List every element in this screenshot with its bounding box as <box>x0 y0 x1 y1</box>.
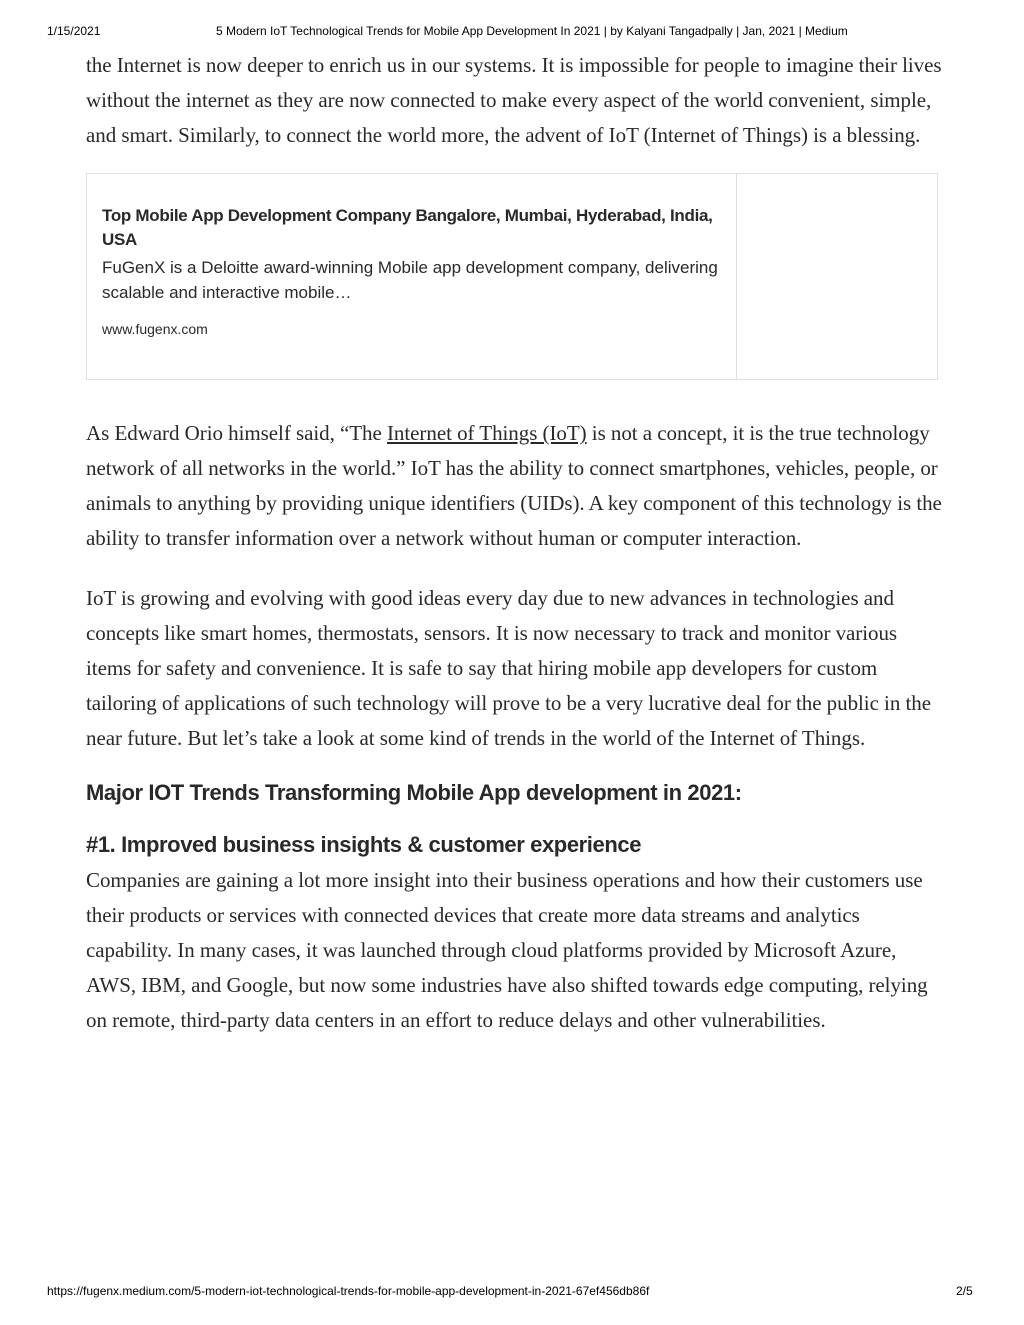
print-url: https://fugenx.medium.com/5-modern-iot-technological-trends-for-mobile-app-development-in-2021-67ef456db86f <box>47 1284 650 1298</box>
quote-text-before: As Edward Orio himself said, “The <box>86 421 387 445</box>
section-heading: Major IOT Trends Transforming Mobile App development in 2021: <box>86 780 742 805</box>
embed-title: Top Mobile App Development Company Bangalore, Mumbai, Hyderabad, India, USA <box>102 206 713 249</box>
iot-link[interactable]: Internet of Things (IoT) <box>386 421 587 445</box>
embed-text <box>87 174 736 379</box>
insights-paragraph: Companies are gaining a lot more insight into their business operations and how their customers use their products or services with connected devices that create more data streams and analytics capability. In many cases, it was launched through cloud platforms provided by Microsoft Azure, AWS, IBM, and Google, but now some industries have also shifted towards edge computing, relying on remote, third-party data centers in an effort to reduce delays and other vulnerabilities. <box>86 868 928 1032</box>
print-date: 1/15/2021 <box>47 24 101 38</box>
quote-paragraph <box>86 416 946 556</box>
intro-paragraph: the Internet is now deeper to enrich us in our systems. It is impossible for people to imagine their lives without the internet as they are now connected to make every aspect of the world convenient, simple, and smart. Similarly, to connect the world more, the advent of IoT (Internet of Things) is a blessing. <box>86 53 942 147</box>
trends-paragraph: IoT is growing and evolving with good ideas every day due to new advances in technologies and concepts like smart homes, thermostats, sensors. It is now necessary to track and monitor various items for safety and convenience. It is safe to say that hiring mobile app developers for custom tailoring of applications of such technology will prove to be a very lucrative deal for the public in the near future. But let’s take a look at some kind of trends in the world of the Internet of Things. <box>86 586 931 750</box>
embed-thumbnail <box>736 174 937 379</box>
page-number: 2/5 <box>956 1284 973 1298</box>
embed-description: FuGenX is a Deloitte award-winning Mobile app development company, delivering scalable and interactive mobile… <box>102 258 718 302</box>
article-body <box>86 48 946 1038</box>
embed-domain: www.fugenx.com <box>102 321 208 337</box>
link-embed-card[interactable] <box>86 173 938 380</box>
quote-text-after: is not a concept, it is the true technology network of all networks in the world.” IoT has the ability to connect smartphones, vehicles, people, or animals to anything by providing unique identifiers (UIDs). A key component of this technology is the ability to transfer information over a network without human or computer interaction. <box>86 421 942 550</box>
subsection-heading-1: #1. Improved business insights & customer experience <box>86 832 642 857</box>
print-page-title: 5 Modern IoT Technological Trends for Mobile App Development In 2021 | by Kalyani Tangadpally | Jan, 2021 | Medium <box>216 24 848 38</box>
